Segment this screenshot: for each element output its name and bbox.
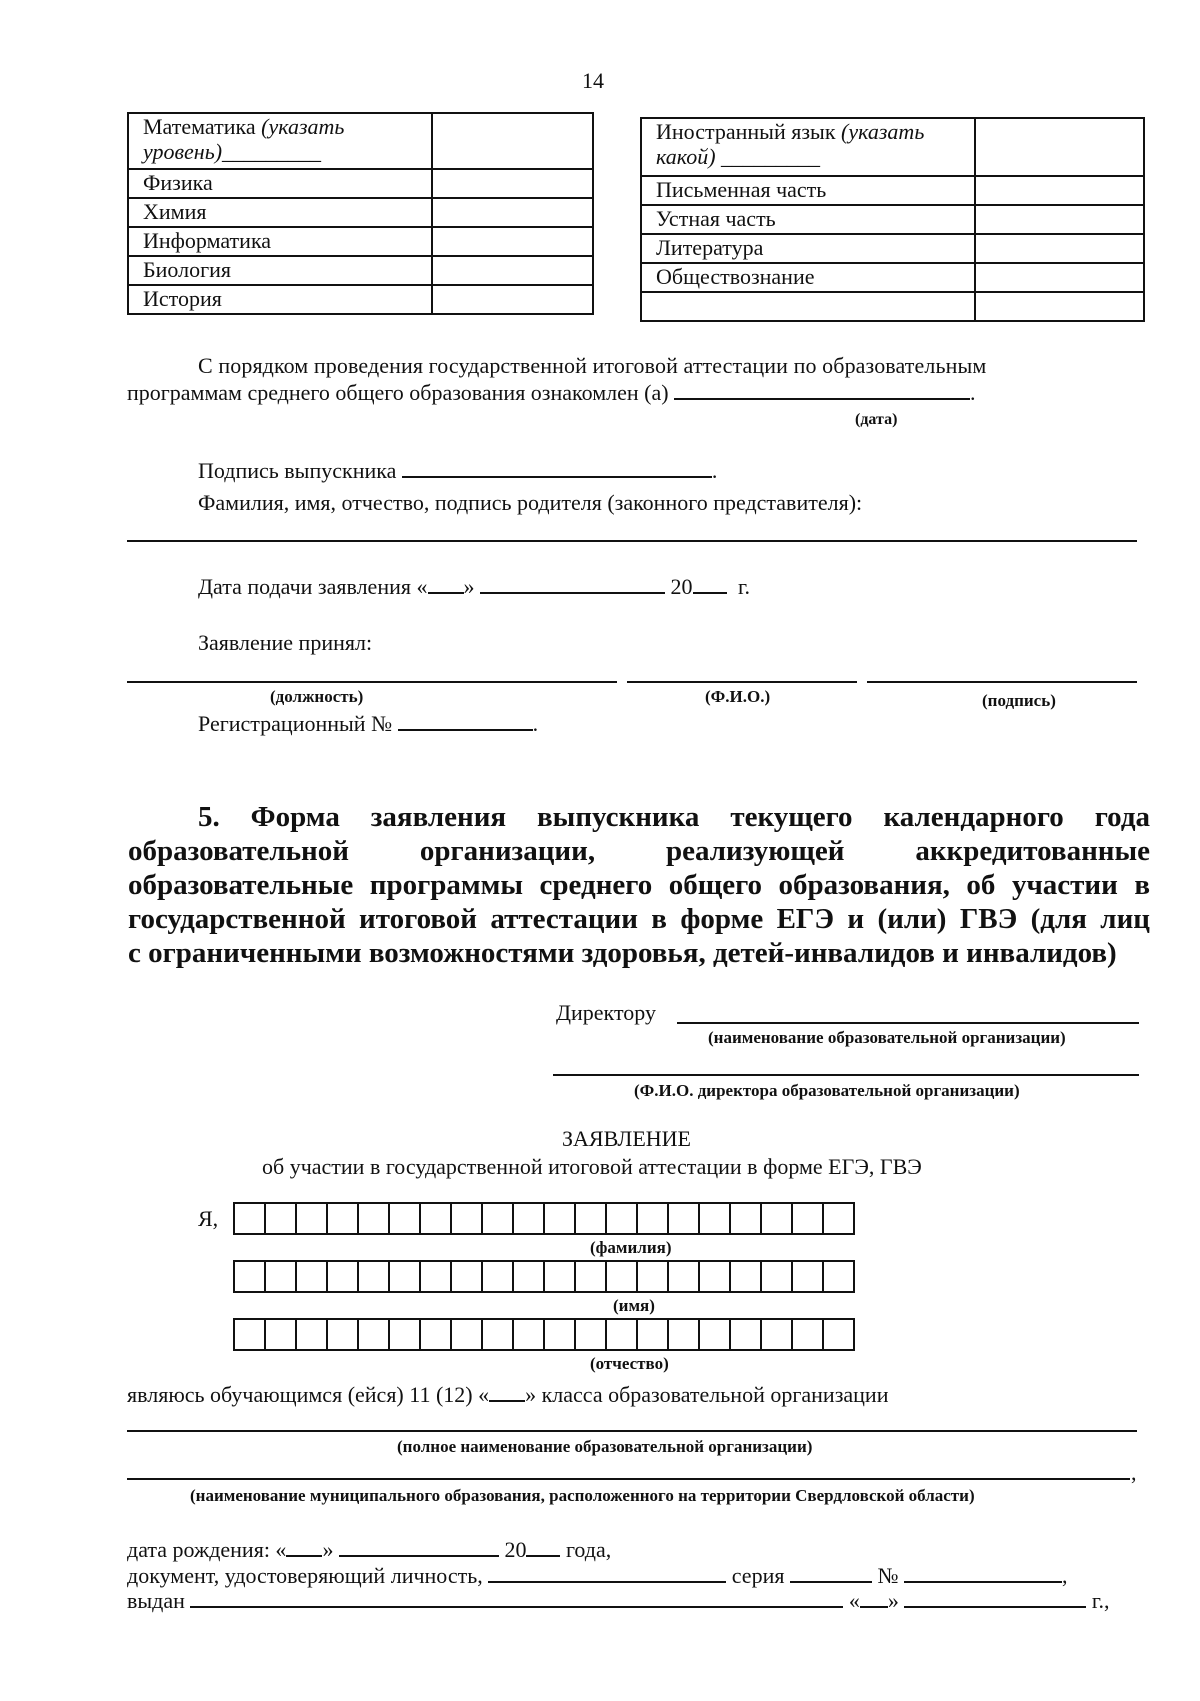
letter-box[interactable] (791, 1318, 824, 1351)
letter-box[interactable] (543, 1318, 576, 1351)
caption-fio: (Ф.И.О.) (705, 687, 771, 706)
subject-chemistry: Химия (128, 198, 432, 227)
submission-day-field[interactable] (428, 574, 464, 594)
subject-checkbox[interactable] (975, 118, 1144, 176)
letter-box[interactable] (419, 1318, 452, 1351)
letter-box[interactable] (636, 1260, 669, 1293)
letter-box[interactable] (729, 1202, 762, 1235)
letter-box[interactable] (233, 1260, 266, 1293)
letter-box[interactable] (667, 1202, 700, 1235)
letter-box[interactable] (605, 1202, 638, 1235)
letter-box[interactable] (388, 1260, 421, 1293)
letter-box[interactable] (636, 1318, 669, 1351)
subject-oral-part: Устная часть (641, 205, 975, 234)
letter-box[interactable] (481, 1260, 514, 1293)
graduate-signature: Подпись выпускника . (198, 458, 718, 483)
birth-date: дата рождения: « » 20 года, (127, 1537, 612, 1562)
document-line: документ, удостоверяющий личность, серия № , (127, 1563, 1068, 1588)
letter-box[interactable] (419, 1260, 452, 1293)
acquaint-line-2: программам среднего общего образования ознакомлен (а) . (127, 380, 976, 405)
caption-org: (наименование образовательной организации) (708, 1028, 1066, 1047)
org-name-line[interactable] (677, 1022, 1139, 1024)
subject-checkbox[interactable] (432, 169, 593, 198)
signature-line[interactable] (867, 681, 1137, 683)
subject-social-studies: Обществознание (641, 263, 975, 292)
letter-box[interactable] (357, 1260, 390, 1293)
subject-checkbox[interactable] (975, 176, 1144, 205)
municipality-line[interactable] (127, 1478, 1130, 1480)
letter-box[interactable] (388, 1318, 421, 1351)
letter-box[interactable] (543, 1260, 576, 1293)
subject-checkbox[interactable] (975, 205, 1144, 234)
birth-year-field[interactable] (526, 1537, 560, 1557)
letter-box[interactable] (481, 1318, 514, 1351)
letter-box[interactable] (574, 1318, 607, 1351)
letter-box[interactable] (636, 1202, 669, 1235)
accepted-label: Заявление принял: (198, 630, 373, 655)
class-letter-field[interactable] (489, 1382, 525, 1402)
subject-biology: Биология (128, 256, 432, 285)
letter-box[interactable] (512, 1260, 545, 1293)
caption-patronymic: (отчество) (590, 1354, 669, 1373)
subject-history: История (128, 285, 432, 314)
fio-line[interactable] (627, 681, 857, 683)
letter-box[interactable] (667, 1260, 700, 1293)
subject-informatics: Информатика (128, 227, 432, 256)
letter-box[interactable] (264, 1318, 297, 1351)
surname-boxes[interactable] (235, 1202, 855, 1235)
letter-box[interactable] (512, 1318, 545, 1351)
letter-box[interactable] (326, 1318, 359, 1351)
letter-box[interactable] (326, 1202, 359, 1235)
caption-name: (имя) (613, 1296, 655, 1315)
letter-box[interactable] (450, 1260, 483, 1293)
letter-box[interactable] (295, 1260, 328, 1293)
letter-box[interactable] (605, 1260, 638, 1293)
acquaint-line-1: С порядком проведения государственной итоговой аттестации по образовательным (198, 353, 987, 378)
section-5-heading: 5. Форма заявления выпускника текущего календарного года образовательной организации, реализующей аккредитованные образовательные программы среднего общего образования, об участии в государственной итоговой аттестации в форме ЕГЭ и (или) ГВЭ (для лиц (128, 801, 1150, 935)
letter-box[interactable] (760, 1260, 793, 1293)
letter-box[interactable] (791, 1260, 824, 1293)
subjects-table-right (640, 117, 1145, 322)
subject-checkbox[interactable] (432, 113, 593, 169)
letter-box[interactable] (295, 1318, 328, 1351)
letter-box[interactable] (326, 1260, 359, 1293)
issued-by-field[interactable] (190, 1588, 843, 1608)
letter-box[interactable] (233, 1318, 266, 1351)
issued-line: выдан « » г., (127, 1588, 1110, 1613)
letter-box[interactable] (822, 1202, 855, 1235)
parent-signature-line[interactable] (127, 540, 1137, 542)
student-line: являюсь обучающимся (ейся) 11 (12) « » класса образовательной организации (127, 1382, 889, 1407)
document-type-field[interactable] (488, 1563, 726, 1583)
letter-box[interactable] (667, 1318, 700, 1351)
caption-surname: (фамилия) (590, 1238, 672, 1257)
subjects-table-left (127, 112, 594, 315)
subject-foreign-language: Иностранный язык (указать какой) _________ (641, 118, 975, 176)
letter-box[interactable] (419, 1202, 452, 1235)
submission-date: Дата подачи заявления « » 20 г. (198, 574, 751, 599)
acquaint-date-field[interactable] (674, 380, 970, 400)
letter-box[interactable] (450, 1202, 483, 1235)
letter-box[interactable] (729, 1318, 762, 1351)
caption-director: (Ф.И.О. директора образовательной организации) (634, 1081, 1020, 1100)
letter-box[interactable] (357, 1318, 390, 1351)
letter-box[interactable] (264, 1202, 297, 1235)
letter-box[interactable] (574, 1260, 607, 1293)
section-5-heading-end: с ограниченными возможностями здоровья, детей-инвалидов и инвалидов) (128, 937, 1117, 969)
letter-box[interactable] (264, 1260, 297, 1293)
caption-municipality: (наименование муниципального образования, расположенного на территории Свердловской области) (190, 1486, 975, 1505)
subject-empty (641, 292, 975, 321)
letter-box[interactable] (450, 1318, 483, 1351)
letter-box[interactable] (698, 1318, 731, 1351)
letter-box[interactable] (388, 1202, 421, 1235)
caption-position: (должность) (270, 687, 364, 706)
graduate-signature-field[interactable] (402, 458, 712, 478)
subject-written-part: Письменная часть (641, 176, 975, 205)
letter-box[interactable] (698, 1260, 731, 1293)
document-series-field[interactable] (790, 1563, 872, 1583)
director-name-line[interactable] (553, 1074, 1139, 1076)
birth-day-field[interactable] (286, 1537, 322, 1557)
application-title: ЗАЯВЛЕНИЕ (562, 1126, 691, 1151)
name-boxes[interactable] (235, 1260, 855, 1293)
submission-month-field[interactable] (480, 574, 665, 594)
municipality-comma: , (1131, 1460, 1137, 1485)
subject-physics: Физика (128, 169, 432, 198)
letter-box[interactable] (357, 1202, 390, 1235)
reg-number-field[interactable] (398, 711, 533, 731)
ya-label: Я, (198, 1206, 219, 1231)
subject-checkbox[interactable] (432, 256, 593, 285)
caption-fullname: (полное наименование образовательной организации) (397, 1437, 813, 1456)
letter-box[interactable] (729, 1260, 762, 1293)
letter-box[interactable] (543, 1202, 576, 1235)
letter-box[interactable] (822, 1260, 855, 1293)
submission-year-field[interactable] (693, 574, 727, 594)
subject-checkbox[interactable] (432, 198, 593, 227)
letter-box[interactable] (822, 1318, 855, 1351)
subject-checkbox[interactable] (975, 234, 1144, 263)
parent-signature-label: Фамилия, имя, отчество, подпись родителя (законного представителя): (198, 490, 863, 515)
subject-checkbox[interactable] (975, 292, 1144, 321)
letter-box[interactable] (698, 1202, 731, 1235)
letter-box[interactable] (574, 1202, 607, 1235)
director-label: Директору (556, 1000, 656, 1025)
letter-box[interactable] (481, 1202, 514, 1235)
letter-box[interactable] (760, 1318, 793, 1351)
subject-literature: Литература (641, 234, 975, 263)
letter-box[interactable] (295, 1202, 328, 1235)
letter-box[interactable] (760, 1202, 793, 1235)
letter-box[interactable] (791, 1202, 824, 1235)
subject-checkbox[interactable] (432, 285, 593, 314)
letter-box[interactable] (512, 1202, 545, 1235)
page-number: 14 (582, 68, 604, 93)
issued-day-field[interactable] (860, 1588, 888, 1608)
letter-box[interactable] (233, 1202, 266, 1235)
patronymic-boxes[interactable] (235, 1318, 855, 1351)
letter-box[interactable] (605, 1318, 638, 1351)
date-caption: (дата) (855, 411, 898, 428)
document-number-field[interactable] (904, 1563, 1062, 1583)
full-org-name-line[interactable] (127, 1430, 1137, 1432)
subject-checkbox[interactable] (432, 227, 593, 256)
issued-date-field[interactable] (904, 1588, 1086, 1608)
subject-checkbox[interactable] (975, 263, 1144, 292)
birth-month-field[interactable] (339, 1537, 499, 1557)
reg-number: Регистрационный № . (198, 711, 539, 736)
caption-signature: (подпись) (982, 691, 1056, 710)
position-line[interactable] (127, 681, 617, 683)
subject-math: Математика (указать уровень)_________ (128, 113, 432, 169)
application-subtitle: об участии в государственной итоговой аттестации в форме ЕГЭ, ГВЭ (262, 1154, 922, 1179)
